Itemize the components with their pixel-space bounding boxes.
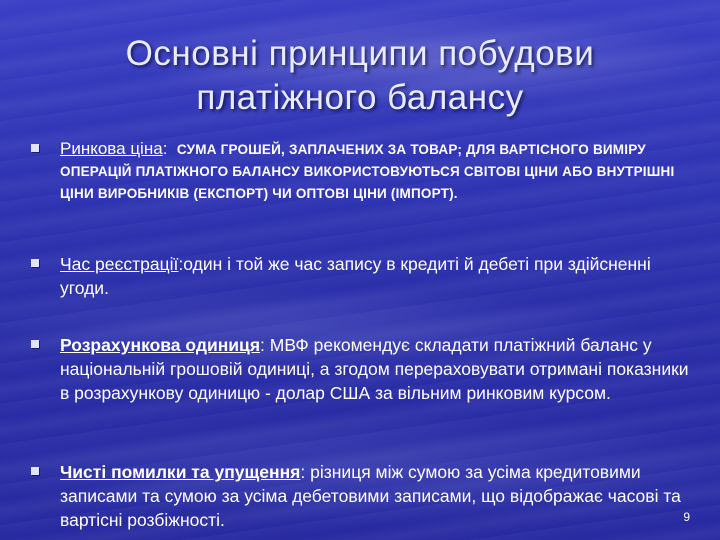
definition-market-price: СУМА ГРОШЕЙ, ЗАПЛАЧЕНИХ ЗА ТОВАР; ДЛЯ ВАРТІСНОГО ВИМІРУ ОПЕРАЦІЙ ПЛАТІЖНОГО БАЛАНСУ ВИКОРИСТОВУЮТЬСЯ СВІТОВІ ЦІНИ АБО ВНУТРІШНІ ЦІНИ ВИРОБНИКІВ (ЕКСПОРТ) ЧИ ОПТОВІ ЦІНИ (ІМПОРТ).: [60, 142, 675, 201]
bullet-item-settlement-unit: [30, 333, 698, 405]
definition-settlement-unit: МВФ рекомендує складати платіжний баланс у національній грошовій одиниці, а згодом перераховувати отримані показники в розрахункову одиницю - долар США за вільним ринковим курсом.: [60, 335, 689, 403]
term-settlement-unit: Розрахункова одиниця: [60, 335, 261, 355]
term-market-price: Ринкова ціна: [60, 139, 163, 158]
page-number: 9: [683, 510, 690, 524]
square-bullet-icon: [30, 143, 40, 153]
term-net-errors: Чисті помилки та упущення: [60, 462, 301, 482]
bullet-item-market-price: [30, 138, 698, 204]
bullet-item-net-errors: [30, 460, 698, 532]
square-bullet-icon: [30, 258, 40, 268]
square-bullet-icon: [30, 339, 40, 349]
slide-title-line-2: платіжного балансу: [196, 78, 524, 117]
slide-title: [40, 32, 680, 120]
bullet-item-registration-time: [30, 252, 698, 300]
term-separator: :: [260, 335, 265, 355]
square-bullet-icon: [30, 466, 40, 476]
definition-net-errors: різниця між сумою за усіма кредитовими записами та сумою за усіма дебетовими записами, що відображає часові та вартісні розбіжності.: [60, 462, 681, 530]
term-separator: :: [162, 139, 168, 158]
term-separator: :: [178, 254, 184, 274]
term-registration-time: Час реєстрації: [60, 254, 179, 274]
slide-title-line-1: Основні принципи побудови: [125, 34, 595, 73]
definition-registration-time: один і той же час запису в кредиті й дебеті при здійсненні угоди.: [60, 254, 651, 298]
term-separator: :: [300, 462, 306, 482]
